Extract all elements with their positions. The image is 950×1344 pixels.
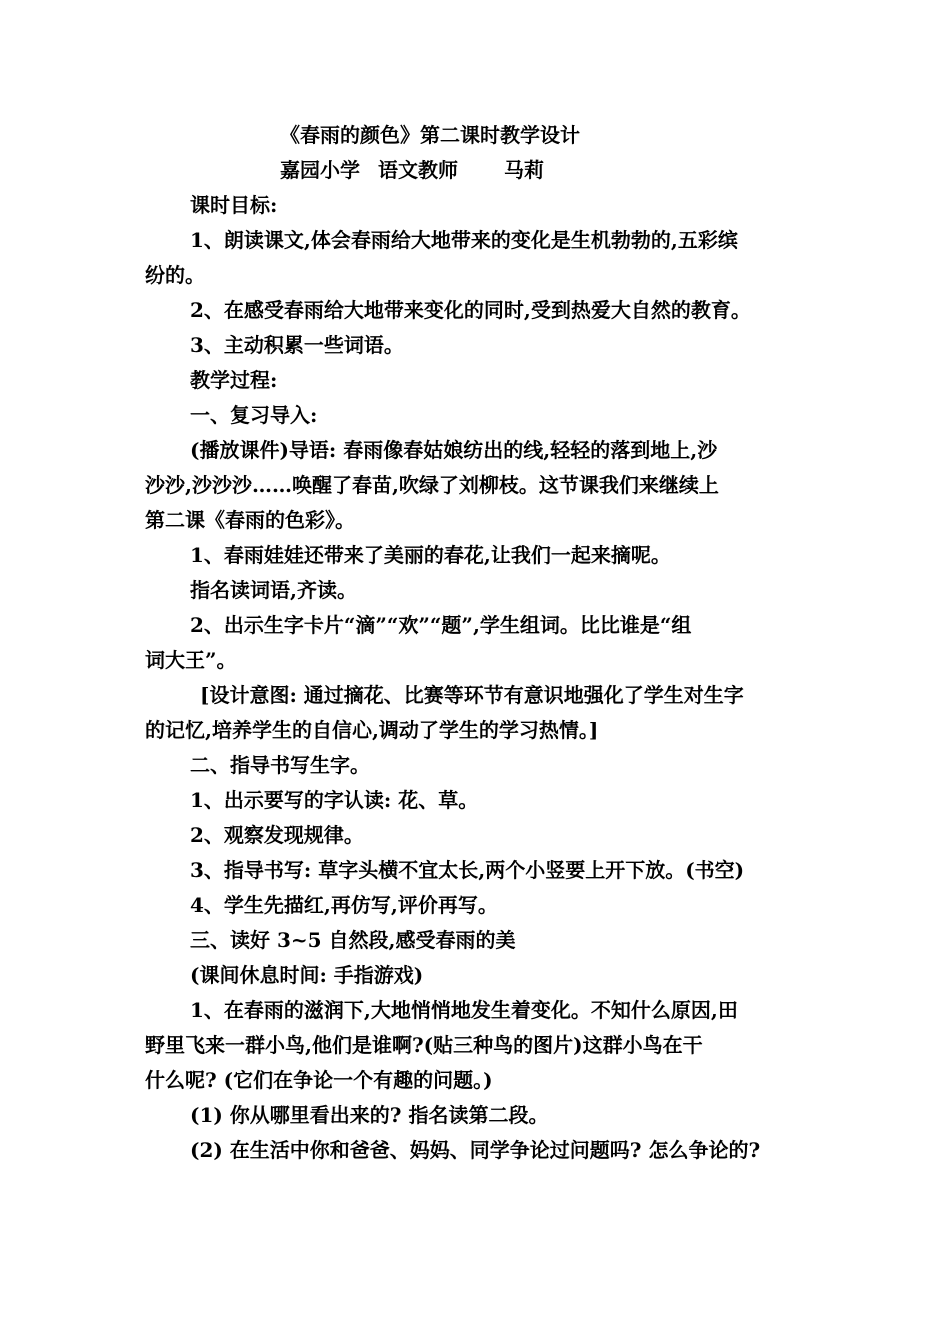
paragraph-line: (1) 你从哪里看出来的? 指名读第二段。 [190,1103,549,1127]
paragraph-line: 第二课《春雨的色彩》。 [145,508,355,532]
paragraph-line: 什么呢? (它们在争论一个有趣的问题。) [145,1068,493,1092]
design-intent-note: [设计意图: 通过摘花、比赛等环节有意识地强化了学生对生字 [200,683,744,707]
paragraph-line: 3、主动积累一些词语。 [190,333,404,357]
document-byline [280,157,544,183]
paragraph-line: 2、观察发现规律。 [190,823,364,847]
byline-role: 语文教师 [378,158,458,182]
paragraph-line: (2) 在生活中你和爸爸、妈妈、同学争论过问题吗? 怎么争论的? [190,1138,761,1162]
section-heading-goals: 课时目标: [190,193,278,217]
paragraph-line: 2、出示生字卡片“滴”“欢”“题”,学生组词。比比谁是“组 [190,613,692,637]
paragraph-line: 1、朗读课文,体会春雨给大地带来的变化是生机勃勃的,五彩缤 [190,228,738,252]
document-title: 《春雨的颜色》第二课时教学设计 [280,123,580,147]
paragraph-line: 3、指导书写: 草字头横不宜太长,两个小竖要上开下放。(书空) [190,858,745,882]
paragraph-line: 1、出示要写的字认读: 花、草。 [190,788,479,812]
paragraph-line: 4、学生先描红,再仿写,评价再写。 [190,893,498,917]
section-heading-process: 教学过程: [190,368,278,392]
paragraph-line: 指名读词语,齐读。 [190,578,357,602]
section-heading-review: 一、复习导入: [190,403,318,427]
paragraph-line: (播放课件)导语: 春雨像春姑娘纺出的线,轻轻的落到地上,沙 [190,438,718,462]
paragraph-line: 2、在感受春雨给大地带来变化的同时,受到热爱大自然的教育。 [190,298,751,322]
paragraph-line: 野里飞来一群小鸟,他们是谁啊?(贴三种鸟的图片)这群小鸟在干 [145,1033,703,1057]
paragraph-line: 沙沙,沙沙沙……唤醒了春苗,吹绿了刘柳枝。这节课我们来继续上 [145,473,719,497]
paragraph-line: 纷的。 [145,263,205,287]
section-heading-writing: 二、指导书写生字。 [190,753,370,777]
paragraph-line: 词大王”。 [145,648,237,672]
paragraph-line: 1、春雨娃娃还带来了美丽的春花,让我们一起来摘呢。 [190,543,671,567]
paragraph-line: (课间休息时间: 手指游戏) [190,963,424,987]
paragraph-line: 1、在春雨的滋润下,大地悄悄地发生着变化。不知什么原因,田 [190,998,738,1022]
byline-school: 嘉园小学 [280,158,360,182]
byline-author: 马莉 [504,158,544,182]
design-intent-note: 的记忆,培养学生的自信心,调动了学生的学习热情。] [145,718,599,742]
section-heading-reading: 三、读好 3~5 自然段,感受春雨的美 [190,928,516,952]
